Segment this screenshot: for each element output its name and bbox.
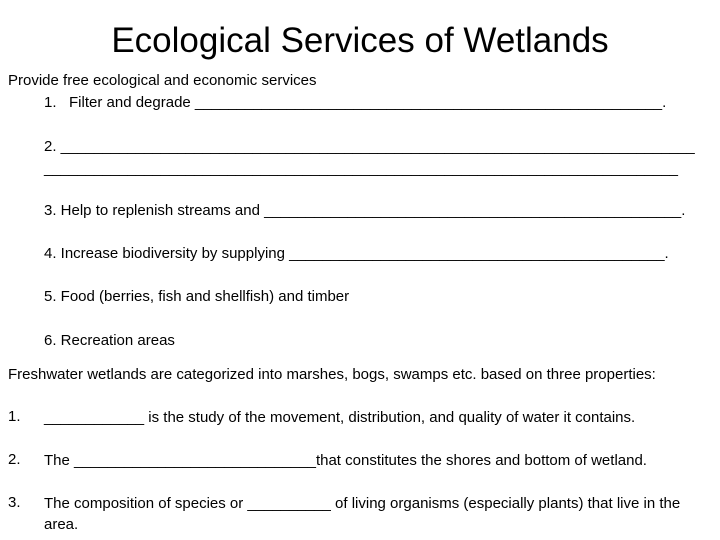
property-number-2: 2.	[8, 451, 21, 468]
service-item-3: 3. Help to replenish streams and __________________________________________________.	[44, 202, 686, 219]
service-item-1: 1. Filter and degrade ________________________________________________________.	[44, 94, 667, 111]
property-text-2: The _____________________________that constitutes the shores and bottom of wetland.	[44, 452, 647, 469]
service-item-4: 4. Increase biodiversity by supplying _____________________________________________.	[44, 245, 669, 262]
property-text-3: The composition of species or __________ of living organisms (especially plants) that live in the area.	[44, 495, 681, 533]
service-item-2-continued: ____________________________________________________________________________	[44, 160, 679, 177]
service-item-5: 5. Food (berries, fish and shellfish) and timber	[44, 288, 350, 305]
categorization-intro: Freshwater wetlands are categorized into marshes, bogs, swamps etc. based on three properties:	[8, 366, 656, 383]
service-item-6: 6. Recreation areas	[44, 332, 175, 349]
service-item-2: 2. ____________________________________________________________________________	[44, 138, 695, 155]
property-number-3: 3.	[8, 494, 21, 511]
page-title: Ecological Services of Wetlands	[111, 21, 609, 60]
property-text-1: ____________ is the study of the movement, distribution, and quality of water it contains.	[44, 409, 636, 426]
property-number-1: 1.	[8, 408, 21, 425]
services-intro: Provide free ecological and economic services	[8, 72, 317, 89]
